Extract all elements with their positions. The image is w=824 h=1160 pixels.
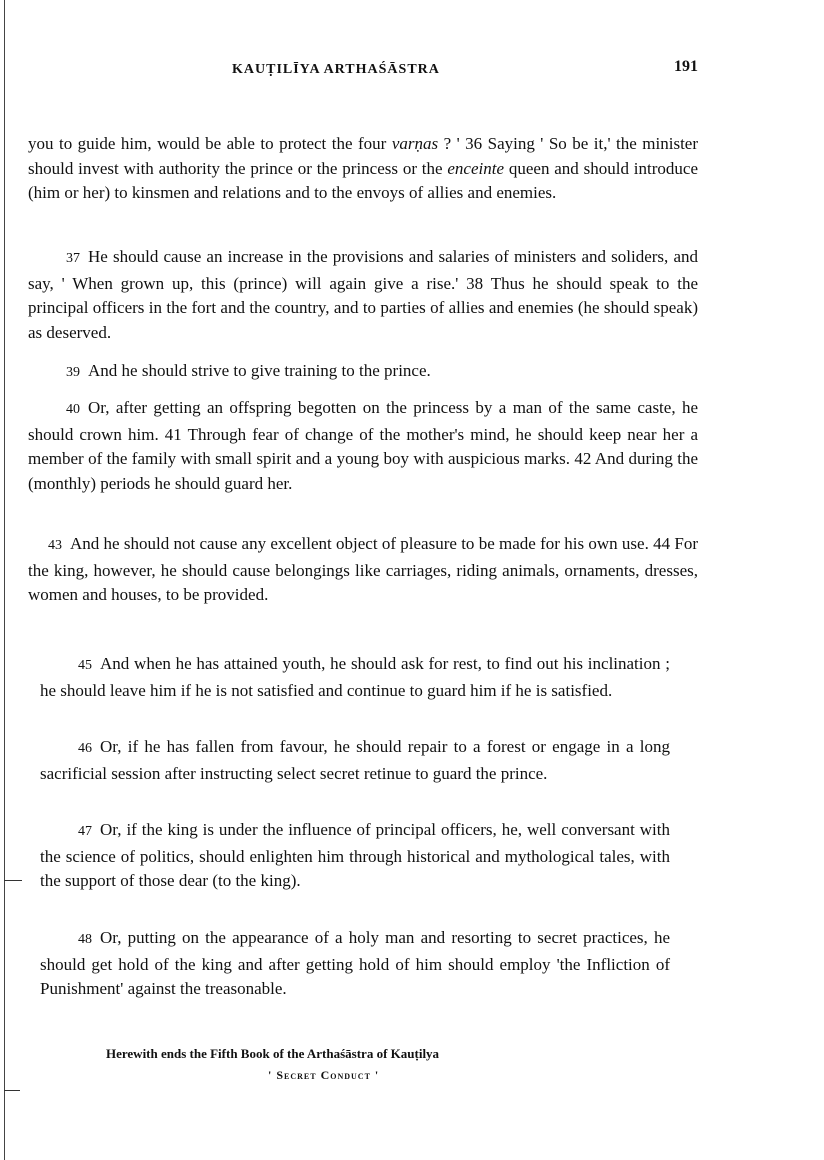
paragraph-47: [40, 818, 670, 894]
paragraph-text: And when he has attained youth, he should ask for rest, to find out his inclination ; he should leave him if he is not satisfied and continue to guard him if he is satisfied.: [40, 654, 670, 700]
paragraph-39: [28, 359, 698, 386]
italic-term: enceinte: [447, 158, 505, 178]
paragraph-45: [40, 652, 670, 703]
margin-mark: [4, 1090, 20, 1091]
paragraph-number: 37: [66, 251, 80, 266]
paragraph-36: [28, 132, 698, 206]
paragraph-text: Or, after getting an offspring begotten on the princess by a man of the same caste, he should crown him. 41 Through fear of change of the mother's mind, he should keep near her a member of the family with small spirit and a young boy with auspicious marks. 42 And during the (monthly) periods he should guard her.: [28, 398, 698, 493]
paragraph-number: 40: [66, 402, 80, 417]
paragraph-number: 43: [48, 538, 62, 553]
paragraph-number: 48: [78, 932, 92, 947]
paragraph-text: And he should not cause any excellent object of pleasure to be made for his own use. 44 For the king, however, he should cause belongings like carriages, riding animals, ornaments, dresses, women and houses, to be provided.: [28, 534, 698, 604]
running-head: KAUṬILĪYA ARTHAŚĀSTRA: [232, 62, 440, 77]
paragraph-text: And he should strive to give training to the prince.: [88, 361, 431, 380]
italic-term: varṇas: [391, 134, 439, 153]
book-end-subtitle: ' Secret Conduct ': [268, 1068, 380, 1082]
paragraph-37: [28, 245, 698, 345]
paragraph-46: [40, 735, 670, 786]
book-end-note: Herewith ends the Fifth Book of the Arthaśāstra of Kauṭilya: [106, 1046, 440, 1061]
paragraph-text: He should cause an increase in the provisions and salaries of ministers and soliders, and say, ' When grown up, this (prince) will again give a rise.' 38 Thus he should speak to the principal officers in the fort and the country, and to parties of allies and enemies (he should speak) as deserved.: [28, 247, 698, 342]
paragraph-number: 47: [78, 824, 92, 839]
paragraph-text: you to guide him, would be able to protect the four: [28, 134, 392, 153]
margin-mark: [4, 880, 22, 881]
paragraph-48: [40, 926, 670, 1002]
paragraph-text: Or, if the king is under the influence of principal officers, he, well conversant with the science of politics, should enlighten him through historical and mythological tales, with the support of those dear (to the king).: [40, 820, 670, 890]
paragraph-text: Or, putting on the appearance of a holy man and resorting to secret practices, he should get hold of the king and after getting hold of him should employ 'the Infliction of Punishment' against the treasonable.: [40, 928, 670, 998]
paragraph-text: Or, if he has fallen from favour, he should repair to a forest or engage in a long sacrificial session after instructing select secret retinue to guard the prince.: [40, 737, 670, 783]
paragraph-43: [28, 532, 698, 608]
paragraph-text: ? ' 36 Saying ' So be it,' the minister should invest with authority the prince or the princess or the: [28, 134, 699, 178]
paragraph-number: 46: [78, 741, 92, 756]
paragraph-number: 39: [66, 365, 80, 380]
page-number: 191: [674, 58, 698, 75]
left-margin-rule: [4, 0, 5, 1160]
paragraph-40: [28, 396, 698, 496]
paragraph-text: queen and should introduce (him or her) to kinsmen and relations and to the envoys of allies and enemies.: [28, 158, 698, 202]
paragraph-number: 45: [78, 658, 92, 673]
